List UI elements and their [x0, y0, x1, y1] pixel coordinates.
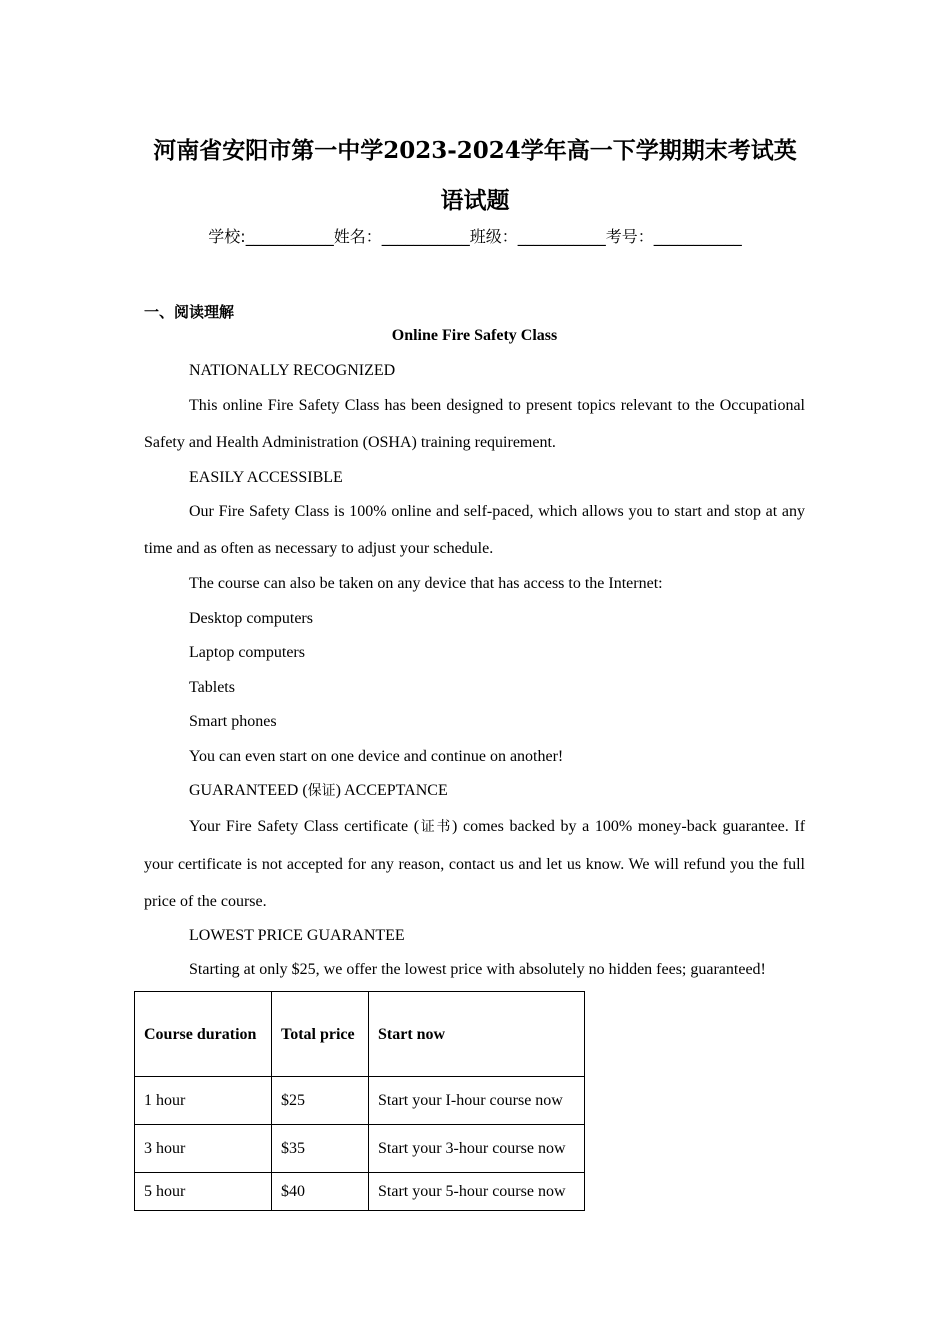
table-row	[135, 1077, 585, 1125]
table-header-row	[135, 992, 585, 1077]
header-total-price: Total price	[272, 992, 369, 1077]
cell-price: $25	[272, 1077, 369, 1125]
article-title: Online Fire Safety Class	[391, 327, 558, 344]
cell-start: Start your I-hour course now	[369, 1077, 585, 1125]
heading-guaranteed-acceptance	[189, 772, 805, 810]
paragraph-price: Starting at only $25, we offer the lowest price with absolutely no hidden fees; guaranteed!	[189, 961, 766, 978]
cell-price: $40	[272, 1173, 369, 1211]
paragraph-text: ) comes backed by a 100% money-back guarantee. If your certificate is not accepted for any reason, contact us and let us know. We will refund you the full price of the course.	[144, 818, 806, 910]
device-item: Smart phones	[189, 713, 277, 730]
heading-text: ) ACCEPTANCE	[335, 782, 448, 799]
heading-lowest-price: LOWEST PRICE GUARANTEE	[189, 927, 405, 944]
paragraph-devices-intro: The course can also be taken on any device that has access to the Internet:	[189, 575, 663, 592]
device-item: Desktop computers	[189, 610, 313, 627]
header-start-now: Start now	[369, 992, 585, 1077]
cell-duration: 1 hour	[135, 1077, 272, 1125]
paragraph-recognized: This online Fire Safety Class has been designed to present topics relevant to the Occupational Safety and Health Administration (OSHA) training requirement.	[144, 397, 805, 451]
paragraph-text: Your Fire Safety Class certificate (	[189, 818, 420, 835]
course-price-table	[134, 991, 585, 1211]
section-heading: 一、阅读理解	[144, 303, 235, 321]
paragraph-continue: You can even start on one device and continue on another!	[189, 748, 564, 765]
heading-easily-accessible: EASILY ACCESSIBLE	[189, 469, 343, 486]
student-info-line: 学校:___________姓名：___________班级：___________考号：___________	[208, 227, 742, 246]
device-item: Laptop computers	[189, 644, 305, 661]
chinese-gloss: 保证	[307, 783, 336, 799]
exam-title-line-1: 河南省安阳市第一中学2023-2024学年高一下学期期末考试英	[153, 137, 797, 164]
cell-start: Start your 3-hour course now	[369, 1125, 585, 1173]
table-row	[135, 1125, 585, 1173]
heading-text: GUARANTEED (	[189, 782, 308, 799]
cell-price: $35	[272, 1125, 369, 1173]
cell-start: Start your 5-hour course now	[369, 1173, 585, 1211]
chinese-gloss: 证书	[419, 819, 453, 835]
paragraph-certificate	[144, 808, 805, 920]
heading-nationally-recognized: NATIONALLY RECOGNIZED	[189, 362, 396, 379]
cell-duration: 3 hour	[135, 1125, 272, 1173]
device-item: Tablets	[189, 679, 235, 696]
exam-title-line-2: 语试题	[440, 187, 510, 214]
table-row	[135, 1173, 585, 1211]
paragraph-accessible: Our Fire Safety Class is 100% online and self-paced, which allows you to start and stop at any time and as often as necessary to adjust your schedule.	[144, 503, 805, 557]
cell-duration: 5 hour	[135, 1173, 272, 1211]
header-course-duration: Course duration	[135, 992, 272, 1077]
